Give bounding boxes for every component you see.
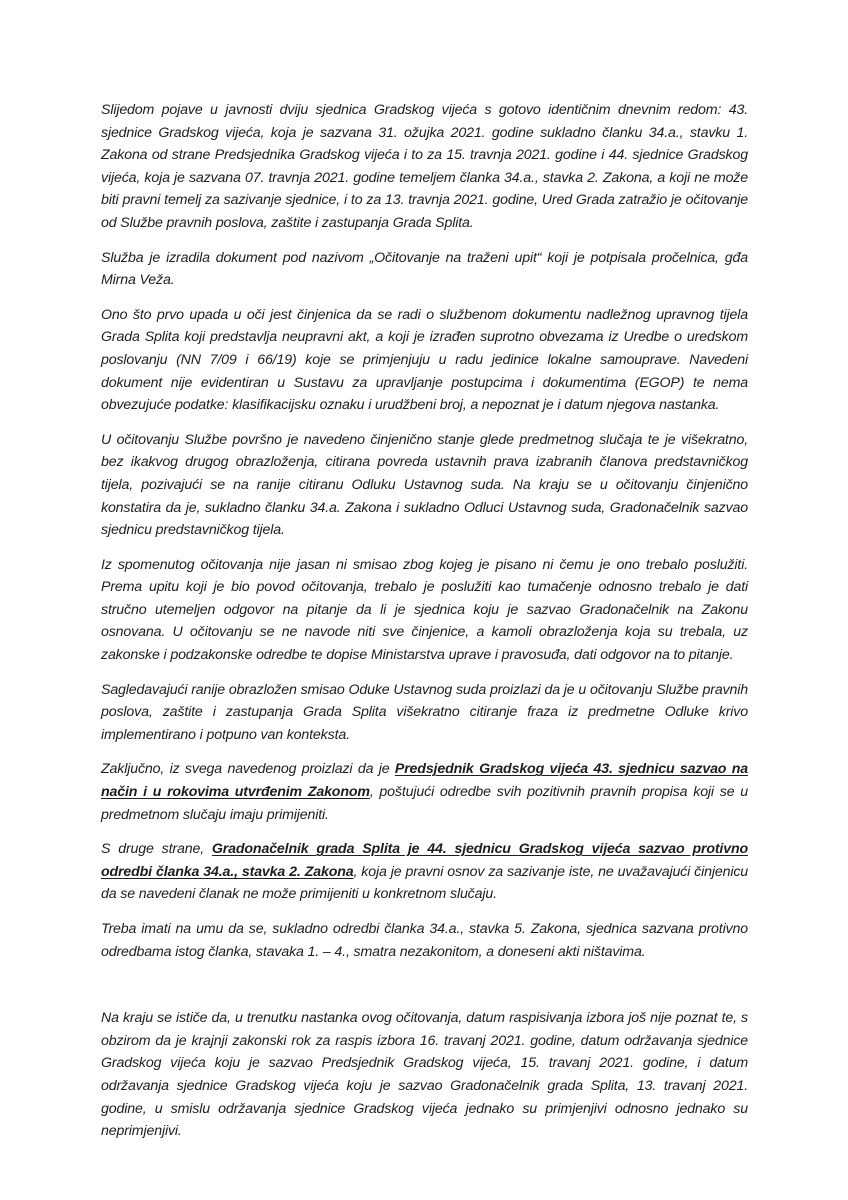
- paragraph-election-dates: Na kraju se ističe da, u trenutku nastanka ovog očitovanja, datum raspisivanja izbora još nije poznat te, s obzirom da je krajnji zakonski rok za raspis izbora 16. travanj 2021. godine, datum održavanja sjednice Gradskog vijeća koju je sazvao Predsjednik Gradskog vijeća, 15. travanj 2021. godine, i datum održavanja sjednice Gradskog vijeća koju je sazvao Gradonačelnik grada Splita, 13. travanj 2021. godine, u smislu održavanja sjednice Gradskog vijeća jednako su primjenjivi odnosno jednako su neprimjenjivi.: [101, 1010, 748, 1140]
- document-page: [101, 99, 748, 1155]
- paragraph-unclear-purpose: Iz spomenutog očitovanja nije jasan ni smisao zbog kojeg je pisano ni čemu je ono trebalo poslužiti. Prema upitu koji je bio povod očitovanja, trebalo je poslužiti kao tumačenje odnosno trebalo je dati stručno utemeljen odgovor na pitanje da li je sjednica koju je sazvao Gradonačelnik na Zakonu osnovana. U očitovanju se ne navode niti sve činjenice, a kamoli obrazloženja koja su trebala, uz zakonske i podzakonske odredbe te dopise Ministarstva uprave i pravosuđa, dati odgovor na to pitanje.: [101, 556, 748, 664]
- mayor-emphasis: Gradonačelnik grada Splita je 44. sjednicu Gradskog vijeća sazvao protivno odredbi članka 34.a., stavka 2. Zakona: [101, 841, 748, 880]
- conclusion-trailing-text: , poštujući odredbe svih pozitivnih pravnih propisa koji se u predmetnom slučaju imaju primijeniti.: [101, 784, 748, 823]
- conclusion-emphasis: Predsjednik Gradskog vijeća 43. sjednicu sazvao na način i u rokovima utvrđenim Zakonom: [101, 761, 748, 801]
- paragraph-background: Slijedom pojave u javnosti dviju sjednica Gradskog vijeća s gotovo identičnim dnevnim redom: 43. sjednice Gradskog vijeća, koja je sazvana 31. ožujka 2021. godine sukladno članku 34.a., stavku 1. Zakona od strane Predsjednika Gradskog vijeća i to za 15. travnja 2021. godine i 44. sjednice Gradskog vijeća, koja je sazvana 07. travnja 2021. godine temeljem članka 34.a., stavka 2. Zakona, a koji ne može biti pravni temelj za sazivanje sjednice, i to za 13. travnja 2021. godine, Ured Grada zatražio je očitovanje od Službe pravnih poslova, zaštite i zastupanja Grada Splita.: [101, 102, 748, 231]
- paragraph-constitutional-court: Sagledavajući ranije obrazložen smisao Oduke Ustavnog suda proizlazi da je u očitovanju Službe pravnih poslova, zaštite i zastupanja Grada Splita višekratno citiranje fraza iz predmetne Odluke krivo implementirano i potpuno van konteksta.: [101, 681, 748, 743]
- mayor-trailing-text: , koja je pravni osnov za sazivanje iste, ne uvažavajući činjenicu da se navedeni članak ne može primijeniti u konkretnom slučaju.: [101, 863, 748, 903]
- mayor-lead-text: S druge strane,: [101, 841, 212, 858]
- paragraph-non-administrative-act: Ono što prvo upada u oči jest činjenica da se radi o službenom dokumentu nadležnog upravnog tijela Grada Splita koji predstavlja neupravni akt, a koji je izrađen suprotno obvezama iz Uredbe o uredskom poslovanju (NN 7/09 i 66/19) koje se primjenjuju u radu jedinice lokalne samouprave. Navedeni dokument nije evidentiran u Sustavu za upravljanje postupcima i dokumentima (EGOP) te nema obvezujuće podatke: klasifikacijsku oznaku i urudžbeni broj, a nepoznat je i datum njegova nastanka.: [101, 306, 748, 414]
- paragraph-unlawful-session: Treba imati na umu da se, sukladno odredbi članka 34.a., stavka 5. Zakona, sjednica sazvana protivno odredbama istog članka, stavaka 1. – 4., smatra nezakonitom, a doneseni akti ništavima.: [101, 921, 748, 960]
- paragraph-superficial-statement: U očitovanju Službe površno je navedeno činjenično stanje glede predmetnog slučaja te je višekratno, bez ikakvog drugog obrazloženja, citirana povreda ustavnih prava izabranih članova predstavničkog tijela, pozivajući se na ranije citiranu Odluku Ustavnog suda. Na kraju se u očitovanju činjenično konstatira da je, sukladno članku 34.a. Zakona i sukladno Odluci Ustavnog suda, Gradonačelnik sazvao sjednicu predstavničkog tijela.: [101, 431, 748, 539]
- paragraph-service-document: Služba je izradila dokument pod nazivom „Očitovanje na traženi upit“ koji je potpisala pročelnica, gđa Mirna Veža.: [101, 249, 748, 289]
- paragraph-conclusion: [101, 758, 748, 826]
- paragraph-mayor-session: [101, 838, 748, 906]
- conclusion-lead-text: Zaključno, iz svega navedenog proizlazi da je: [101, 761, 395, 778]
